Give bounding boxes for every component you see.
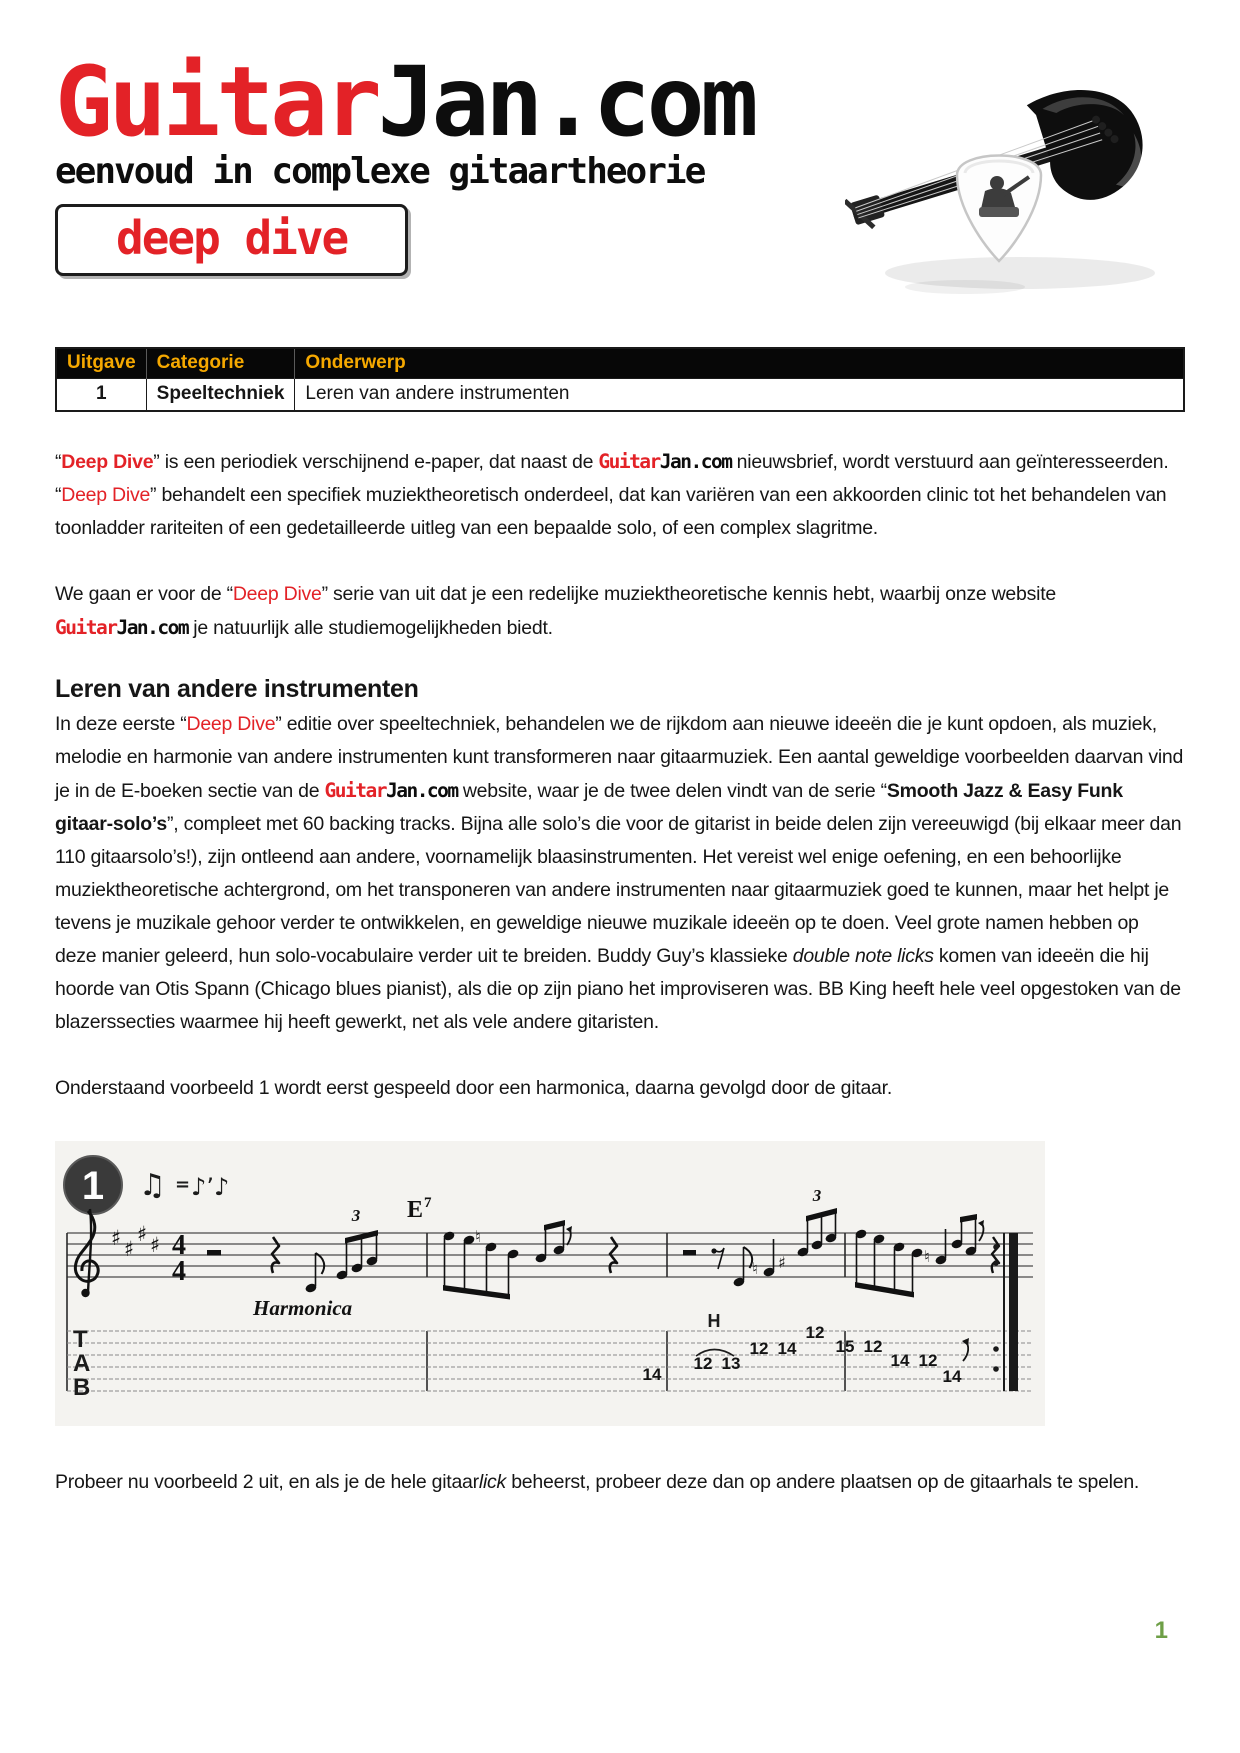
svg-text:7: 7 [424, 1195, 432, 1211]
svg-text:=: = [175, 1174, 191, 1195]
tab-number: 13 [721, 1354, 741, 1373]
art-shadow-2 [905, 280, 1025, 294]
tab-staff [67, 1331, 1033, 1391]
tagline: eenvoud in complexe gitaartheorie [55, 151, 705, 193]
logo-guitar: Guitar [55, 46, 378, 158]
svg-text:A: A [73, 1350, 91, 1377]
intro-paragraph-1: “Deep Dive” is een periodiek verschijnend e-paper, dat naast de GuitarJan.com nieuwsbrief, wordt verstuurd aan geïnteresseerden. “Deep Dive” behandelt een specifiek muziektheoretisch onderdeel, dat kan variëren van een akkoorden clinic tot het behandelen van toonladder rariteiten of een gedetailleerde uitleg van een bepaalde solo, of een complex slagritme. [55, 450, 1169, 539]
header [55, 46, 1185, 313]
svg-text:♯: ♯ [137, 1222, 148, 1246]
plectrum-icon [957, 156, 1041, 262]
time-signature [172, 1230, 186, 1287]
cell-onderwerp: Leren van andere instrumenten [295, 379, 1184, 412]
article-paragraph-2: Onderstaand voorbeeld 1 wordt eerst gespeeld door een harmonica, daarna gevolgd door de gitaar. [55, 1077, 892, 1099]
article-paragraph-1: In deze eerste “Deep Dive” editie over speeltechniek, behandelen we de rijkdom aan nieuwe ideeën die je kunt opdoen, als muziek, melodie en harmonie van andere instrumenten kunt transformeren naar gitaarmuziek. Een aantal geweldige voorbeelden daarvan vind je in de E-boeken sectie van de GuitarJan.com website, waar je de twee delen vindt van de serie “Smooth Jazz & Easy Funk gitaar-solo’s”, compleet met 60 backing tracks. Bijna alle solo’s die voor de gitarist in beide delen zijn vereeuwigd (bij elkaar meer dan 110 gitaarsolo’s!), zijn ontleend aan andere, voornamelijk blaasinstrumenten. Het vereist wel enige oefening, en een behoorlijke muziektheoretische achtergrond, om het transponeren van andere instrumenten naar gitaarmuziek goed te kunnen, maar het helpt je tevens je muzikale gehoor verder te ontwikkelen, en geweldige nieuwe muzikale ideeën op te doen. Veel grote namen hebben op deze manier geleerd, hun solo-vocabulaire verder uit te breiden. Buddy Guy’s klassieke double note licks komen van ideeën die hij hoorde van Otis Spann (Chicago blues pianist), als die op zijn piano het improviseren was. BB King heeft hele veel opgestoken van de blazerssecties waarmee hij heeft gewerkt, net als vele andere gitaristen. [55, 713, 1184, 1033]
bend-arrowhead [962, 1338, 969, 1346]
svg-text:♮: ♮ [475, 1227, 481, 1246]
music-example-1 [55, 1141, 1045, 1426]
svg-text:1: 1 [81, 1164, 105, 1208]
col-header-uitgave: Uitgave [56, 348, 146, 379]
swing-marking [139, 1168, 229, 1203]
svg-text:♪’♪: ♪’♪ [191, 1173, 230, 1201]
tab-number: 15 [835, 1337, 855, 1356]
tab-number: 12 [693, 1354, 713, 1373]
tab-number: 12 [918, 1351, 938, 1370]
tab-number: 14 [890, 1351, 910, 1370]
intro-paragraph-2: We gaan er voor de “Deep Dive” serie van uit dat je een redelijke muziektheoretische kennis hebt, waarbij onze website GuitarJan.com je natuurlijk alle studiemogelijkheden biedt. [55, 583, 1056, 639]
cell-categorie: Speeltechniek [146, 379, 295, 412]
issue-table-header-row [56, 348, 1184, 379]
svg-text:♯: ♯ [778, 1253, 786, 1272]
svg-text:E: E [407, 1197, 424, 1223]
svg-text:T: T [73, 1326, 88, 1353]
hammer-on-label: H [707, 1311, 721, 1331]
tuplet-3-first: 3 [351, 1206, 361, 1225]
article-heading: Leren van andere instrumenten [55, 675, 419, 703]
svg-text:♫: ♫ [139, 1168, 166, 1203]
issue-table-row [56, 379, 1184, 412]
svg-text:B: B [73, 1374, 91, 1401]
tab-letters [73, 1326, 90, 1401]
tab-number: 14 [777, 1339, 797, 1358]
tuplet-3-second: 3 [812, 1186, 822, 1205]
col-header-onderwerp: Onderwerp [295, 348, 1184, 379]
music-notation-figure [55, 1141, 1045, 1426]
tab-number: 12 [805, 1323, 825, 1342]
logo-jancom: Jan.com [377, 46, 755, 158]
svg-text:♯: ♯ [150, 1233, 161, 1257]
tab-number: 14 [642, 1365, 662, 1384]
svg-text:♯: ♯ [111, 1226, 122, 1250]
col-header-categorie: Categorie [146, 348, 295, 379]
svg-text:4: 4 [172, 1230, 186, 1261]
svg-text:4: 4 [172, 1256, 186, 1287]
svg-text:♯: ♯ [124, 1237, 135, 1261]
svg-text:♮: ♮ [752, 1259, 758, 1278]
tab-number: 14 [942, 1367, 962, 1386]
guitar-art [845, 55, 1175, 310]
notation-graphics [207, 1208, 999, 1300]
article-paragraph-3: Probeer nu voorbeeld 2 uit, en als je de hele gitaarlick beheerst, probeer deze dan op andere plaatsen op de gitaarhals te spelen. [55, 1471, 1140, 1493]
tab-number: 12 [749, 1339, 769, 1358]
chord-symbol [407, 1195, 432, 1223]
example-number-badge [64, 1156, 122, 1214]
treble-clef-icon [75, 1209, 98, 1297]
tab-number: 12 [863, 1337, 883, 1356]
instrument-label: Harmonica [253, 1296, 353, 1320]
page-number: 1 [1154, 1617, 1168, 1644]
cell-uitgave: 1 [56, 379, 146, 412]
deep-dive-badge: deep dive [55, 204, 408, 276]
svg-text:♮: ♮ [924, 1247, 930, 1266]
issue-table [55, 347, 1185, 412]
